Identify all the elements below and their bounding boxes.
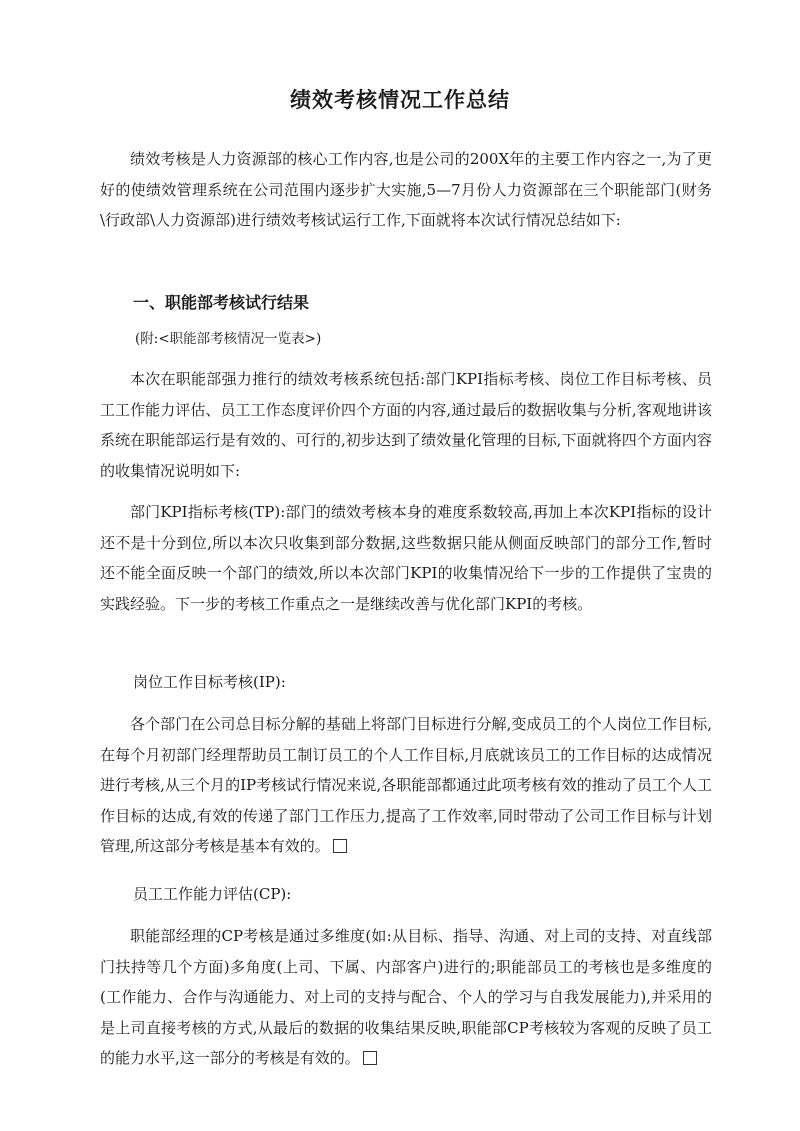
ip-paragraph	[100, 709, 712, 862]
section-heading: 一、职能部考核试行结果	[133, 293, 310, 312]
cp-paragraph	[100, 921, 712, 1074]
attachment-note: (附:<职能部考核情况一览表>)	[135, 331, 322, 347]
checkbox-glyph-icon	[363, 1051, 377, 1065]
checkbox-glyph-icon	[333, 839, 347, 853]
intro-paragraph: 绩效考核是人力资源部的核心工作内容,也是公司的200X年的主要工作内容之一,为了更好的使绩效管理系统在公司范围内逐步扩大实施,5—7月份人力资源部在三个职能部门(财务\行政部\人力资源部)进行绩效考核试运行工作,下面就将本次试行情况总结如下:	[100, 150, 712, 229]
overview-paragraph: 本次在职能部强力推行的绩效考核系统包括:部门KPI指标考核、岗位工作目标考核、员工工作能力评估、员工工作态度评价四个方面的内容,通过最后的数据收集与分析,客观地讲该系统在职能部运行是有效的、可行的,初步达到了绩效量化管理的目标,下面就将四个方面内容的收集情况说明如下:	[100, 370, 712, 480]
tp-paragraph: 部门KPI指标考核(TP):部门的绩效考核本身的难度系数较高,再加上本次KPI指标的设计还不是十分到位,所以本次只收集到部分数据,这些数据只能从侧面反映部门的部分工作,暂时还不能全面反映一个部门的绩效,所以本次部门KPI的收集情况给下一步的工作提供了宝贵的实践经验。下一步的考核工作重点之一是继续改善与优化部门KPI的考核。	[100, 503, 712, 613]
cp-label: 员工工作能力评估(CP):	[133, 885, 292, 903]
document-title: 绩效考核情况工作总结	[290, 88, 510, 112]
ip-label: 岗位工作目标考核(IP):	[133, 673, 286, 691]
cp-paragraph-text: 职能部经理的CP考核是通过多维度(如:从目标、指导、沟通、对上司的支持、对直线部门扶持等几个方面)多角度(上司、下属、内部客户)进行的;职能部员工的考核也是多维度的(工作能力、合作与沟通能力、对上司的支持与配合、个人的学习与自我发展能力),并采用的是上司直接考核的方式,从最后的数据的收集结果反映,职能部CP考核较为客观的反映了员工的能力水平,这一部分的考核是有效的。	[100, 927, 712, 1067]
ip-paragraph-text: 各个部门在公司总目标分解的基础上将部门目标进行分解,变成员工的个人岗位工作目标,在每个月初部门经理帮助员工制订员工的个人工作目标,月底就该员工的工作目标的达成情况进行考核,从三个月的IP考核试行情况来说,各职能部都通过此项考核有效的推动了员工个人工作目标的达成,有效的传递了部门工作压力,提高了工作效率,同时带动了公司工作目标与计划管理,所这部分考核是基本有效的。	[100, 715, 712, 855]
